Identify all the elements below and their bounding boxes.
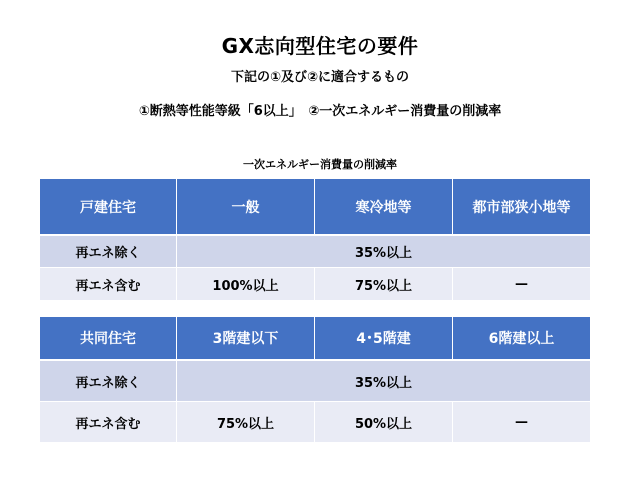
header-6-stories-or-more: 6階建以上 — [453, 317, 590, 361]
value-cell: 75%以上 — [177, 402, 315, 443]
merged-value-cell: 35%以上 — [177, 236, 590, 268]
merged-value-cell: 35%以上 — [177, 361, 590, 402]
value-cell: — — [453, 268, 590, 301]
header-general: 一般 — [177, 179, 315, 236]
header-cold-region: 寒冷地等 — [315, 179, 453, 236]
header-3-stories-or-less: 3階建以下 — [177, 317, 315, 361]
table-header-row — [40, 179, 590, 236]
header-urban-narrow-lot: 都市部狭小地等 — [453, 179, 590, 236]
row-label: 再エネ含む — [40, 268, 177, 301]
row-label: 再エネ含む — [40, 402, 177, 443]
header-4-5-stories: 4･5階建 — [315, 317, 453, 361]
row-label: 再エネ除く — [40, 236, 177, 268]
table-caption: 一次エネルギー消費量の削減率 — [243, 158, 397, 171]
detached-house-table — [40, 179, 590, 301]
value-cell: — — [453, 402, 590, 443]
row-label: 再エネ除く — [40, 361, 177, 402]
value-cell: 50%以上 — [315, 402, 453, 443]
table-row — [40, 268, 590, 301]
page-subtitle: 下記の①及び②に適合するもの — [230, 70, 409, 85]
apartment-table — [40, 317, 590, 443]
table-row — [40, 361, 590, 402]
header-housing-type: 戸建住宅 — [40, 179, 177, 236]
table-row — [40, 402, 590, 443]
table-header-row — [40, 317, 590, 361]
value-cell: 75%以上 — [315, 268, 453, 301]
header-housing-type: 共同住宅 — [40, 317, 177, 361]
requirements-line: ①断熱等性能等級「6以上」 ②一次エネルギー消費量の削減率 — [138, 104, 502, 119]
page-title: GX志向型住宅の要件 — [221, 34, 419, 58]
table-row — [40, 236, 590, 268]
value-cell: 100%以上 — [177, 268, 315, 301]
